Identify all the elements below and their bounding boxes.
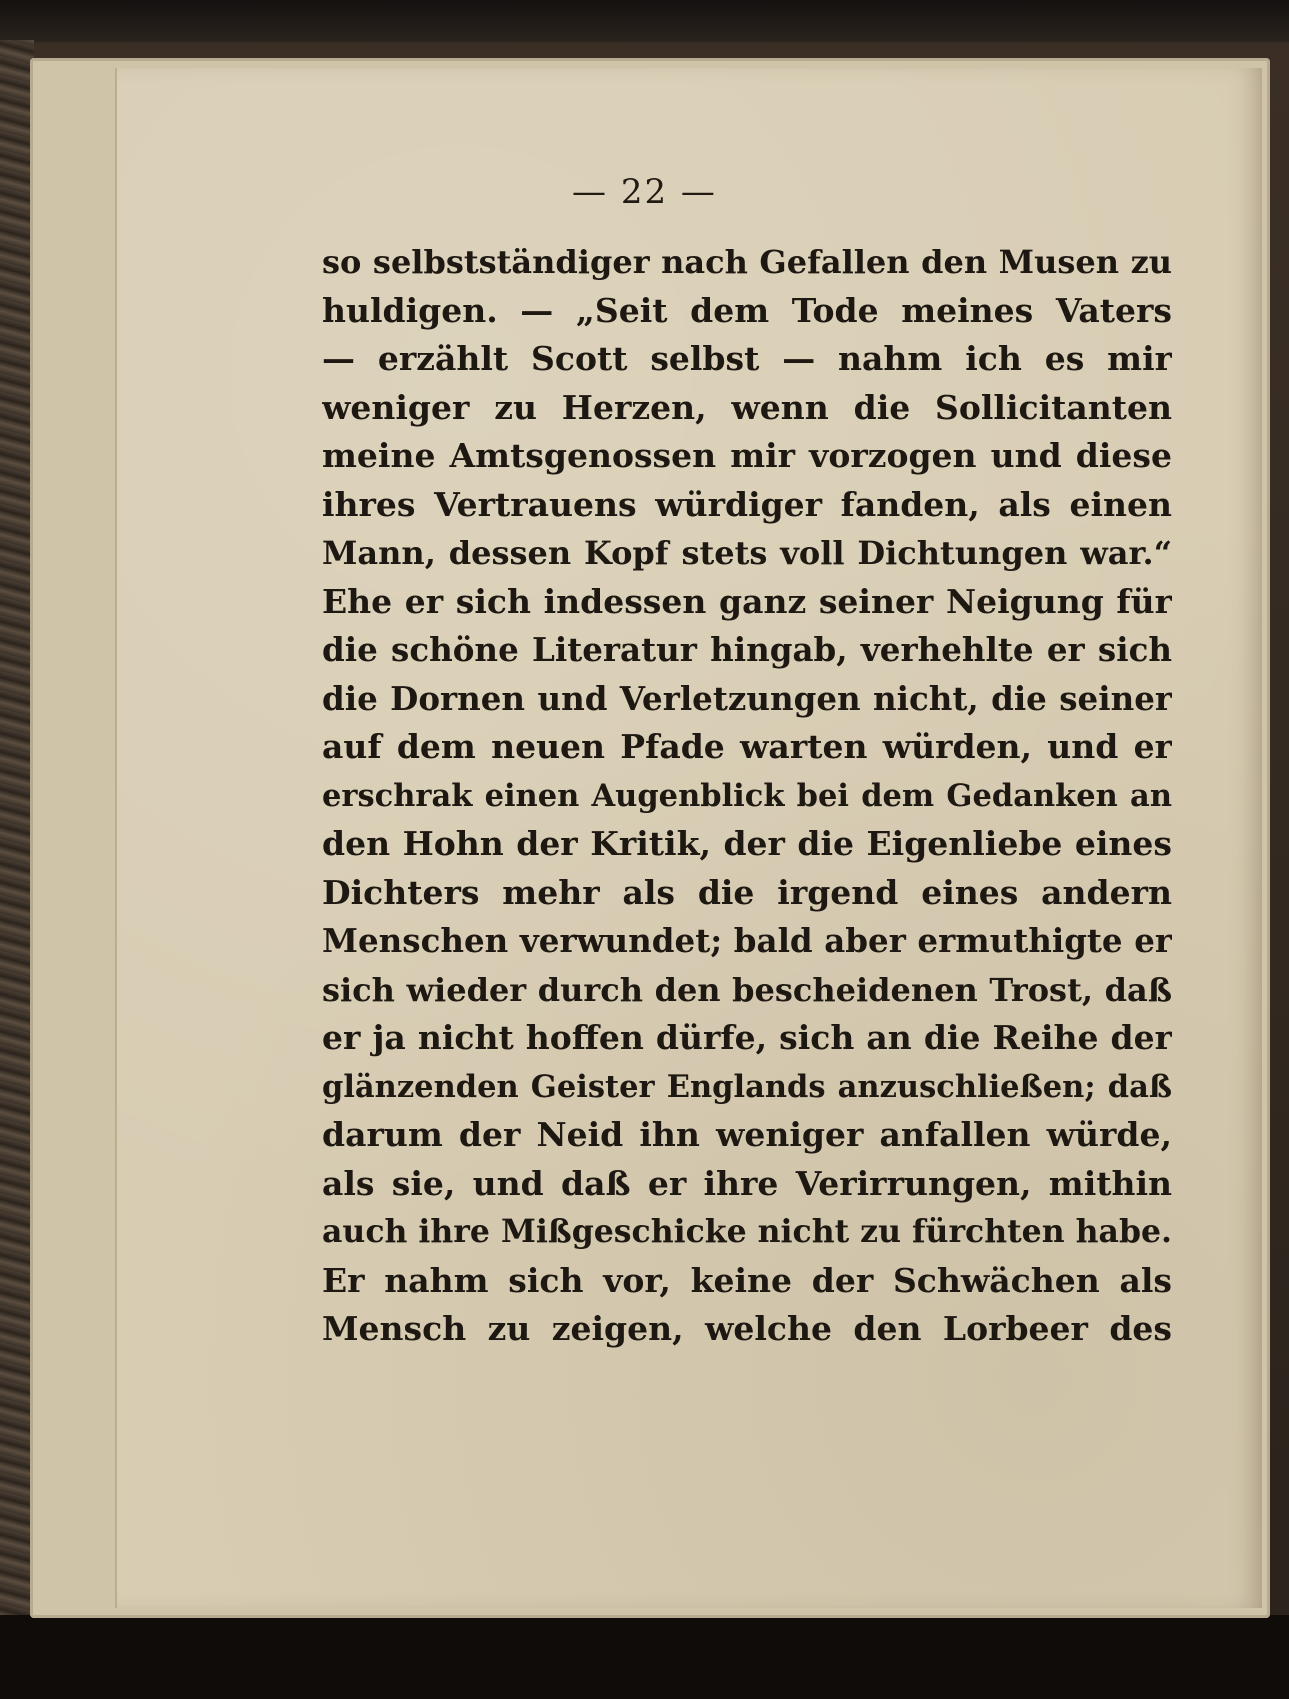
text-line: er ja nicht hoffen dürfe, sich an die Reihe der — [322, 1018, 1172, 1057]
text-line: weniger zu Herzen, wenn die Sollicitanten — [322, 387, 1172, 427]
text-line: so selbstständiger nach Gefallen den Musen zu — [322, 243, 1172, 281]
text-line: glänzenden Geister Englands anzuschließen; daß — [322, 1068, 1172, 1105]
text-line: Ehe er sich indessen ganz seiner Neigung für — [322, 581, 1172, 621]
text-line: die Dornen und Verletzungen nicht, die seiner — [322, 678, 1172, 718]
text-line: Er nahm sich vor, keine der Schwächen als — [322, 1260, 1172, 1300]
body-text — [322, 238, 1172, 1354]
text-line: sich wieder durch den bescheidenen Trost, daß — [322, 970, 1172, 1009]
book-cover-left — [0, 40, 34, 1640]
text-line: meine Amtsgenossen mir vorzogen und diese — [322, 436, 1172, 475]
book-cover-bottom — [0, 1615, 1289, 1699]
text-line: — erzählt Scott selbst — nahm ich es mir — [322, 339, 1172, 378]
text-line: huldigen. — „Seit dem Tode meines Vaters — [322, 290, 1172, 330]
text-line: Mensch zu zeigen, welche den Lorbeer des — [322, 1309, 1172, 1348]
text-line: auf dem neuen Pfade warten würden, und er — [322, 727, 1172, 766]
text-line: Mann, dessen Kopf stets voll Dichtungen war.“ — [322, 534, 1172, 572]
text-line: ihres Vertrauens würdiger fanden, als einen — [322, 484, 1172, 524]
text-line: Dichters mehr als die irgend eines andern — [322, 872, 1172, 912]
text-line: erschrak einen Augenblick bei dem Gedanken an — [322, 777, 1172, 814]
text-line: die schöne Literatur hingab, verhehlte er sich — [322, 630, 1172, 669]
book-cover-top — [0, 0, 1289, 42]
text-line: als sie, und daß er ihre Verirrungen, mithin — [322, 1163, 1172, 1203]
page-number: — 22 — — [572, 172, 717, 212]
text-line: darum der Neid ihn weniger anfallen würde, — [322, 1115, 1172, 1154]
text-line: auch ihre Mißgeschicke nicht zu fürchten habe. — [322, 1213, 1172, 1250]
text-line: den Hohn der Kritik, der die Eigenliebe eines — [322, 824, 1172, 863]
text-line: Menschen verwundet; bald aber ermuthigte er — [322, 921, 1172, 960]
